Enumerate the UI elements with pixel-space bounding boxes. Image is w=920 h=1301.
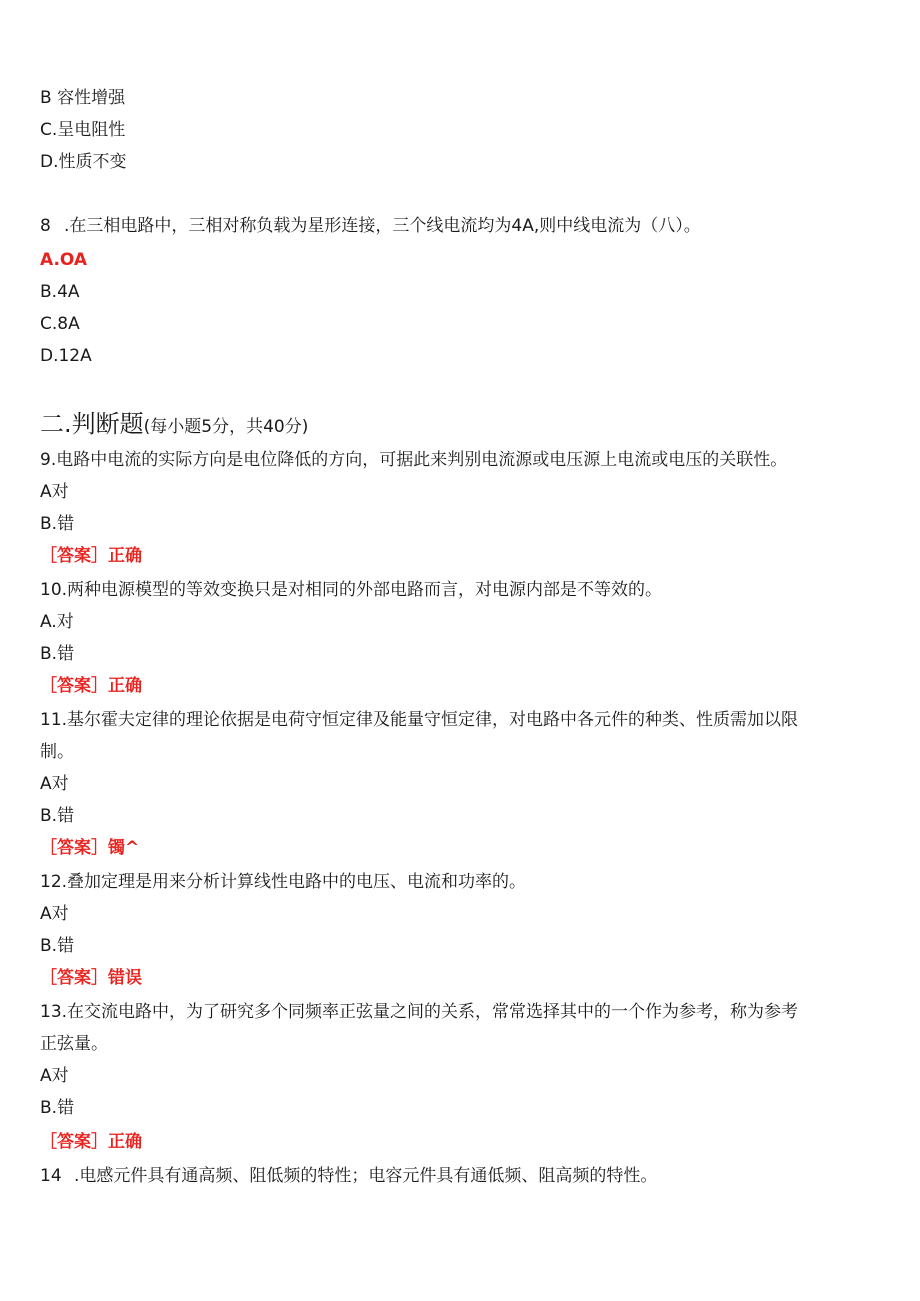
q10-option-b: B.错 [40, 644, 75, 664]
q9-answer: ［答案］正确 [40, 546, 142, 566]
q8-text: .在三相电路中，三相对称负载为星形连接，三个线电流均为4A,则中线电流为（八）。 [64, 216, 701, 236]
q12-option-a: A对 [40, 904, 69, 924]
q13-text-line1: 13.在交流电路中，为了研究多个同频率正弦量之间的关系，常常选择其中的一个作为参考，称为参考 [40, 1002, 799, 1022]
q11-text-line1: 11.基尔霍夫定律的理论依据是电荷守恒定律及能量守恒定律，对电路中各元件的种类、性质需加以限 [40, 710, 799, 730]
q8-number: 8 [40, 216, 51, 236]
q10-option-a: A.对 [40, 612, 74, 632]
q9-option-b: B.错 [40, 514, 75, 534]
q10-text: 10.两种电源模型的等效变换只是对相同的外部电路而言，对电源内部是不等效的。 [40, 580, 663, 600]
section-note: (每小题5分，共40分) [143, 417, 309, 437]
q13-text-line2: 正弦量。 [40, 1034, 108, 1054]
q13-answer: ［答案］正确 [40, 1132, 142, 1152]
q7-option-c: C.呈电阻性 [40, 120, 126, 140]
q12-text: 12.叠加定理是用来分析计算线性电路中的电压、电流和功率的。 [40, 872, 527, 892]
q11-option-a: A对 [40, 774, 69, 794]
q13-option-b: B.错 [40, 1098, 75, 1118]
q10-answer: ［答案］正确 [40, 676, 142, 696]
section-heading [40, 408, 308, 443]
q8-question [40, 214, 701, 238]
q14-question [40, 1164, 657, 1188]
q9-option-a: A对 [40, 482, 69, 502]
q14-text: .电感元件具有通高频、阻低频的特性；电容元件具有通低频、阻高频的特性。 [74, 1166, 658, 1186]
q13-option-a: A对 [40, 1066, 69, 1086]
q8-option-a: A.OA [40, 250, 88, 270]
q8-option-b: B.4A [40, 282, 80, 302]
section-title: 二.判断题 [40, 410, 144, 438]
q8-option-c: C.8A [40, 314, 80, 334]
q14-number: 14 [40, 1166, 62, 1186]
q7-option-b: B 容性增强 [40, 88, 126, 108]
q11-option-b: B.错 [40, 806, 75, 826]
q12-option-b: B.错 [40, 936, 75, 956]
q7-option-d: D.性质不变 [40, 152, 127, 172]
q8-option-d: D.12A [40, 346, 92, 366]
q11-text-line2: 制。 [40, 742, 74, 762]
q11-answer: ［答案］镯^ [40, 838, 140, 858]
q12-answer: ［答案］错误 [40, 968, 142, 988]
q9-text: 9.电路中电流的实际方向是电位降低的方向，可据此来判别电流源或电压源上电流或电压的关联性。 [40, 450, 788, 470]
